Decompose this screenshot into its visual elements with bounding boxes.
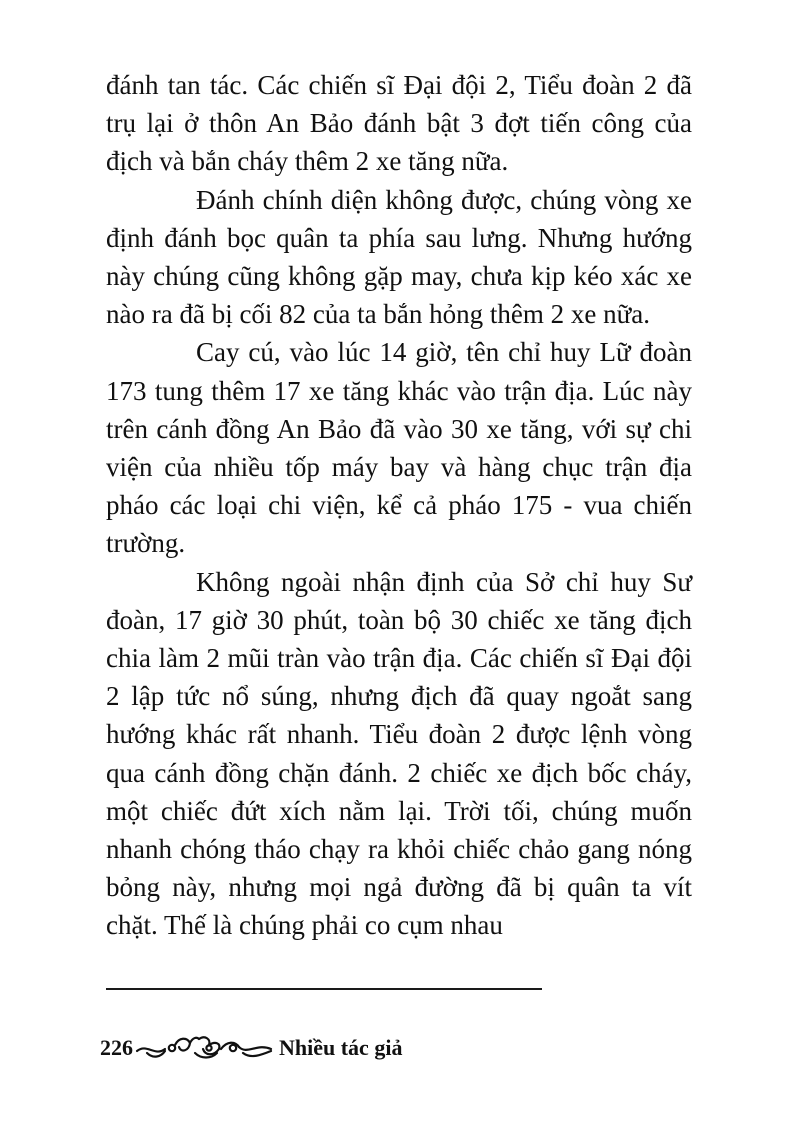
page-footer <box>100 1028 402 1068</box>
footer-author: Nhiều tác giả <box>279 1035 403 1060</box>
page-number: 226 <box>100 1035 133 1060</box>
scroll-ornament-icon <box>135 1033 277 1063</box>
page-body <box>106 66 692 945</box>
footer-rule <box>106 988 542 990</box>
paragraph-2: Đánh chính diện không được, chúng vòng xe định đánh bọc quân ta phía sau lưng. Nhưng hướng này chúng cũng không gặp may, chưa kịp kéo xác xe nào ra đã bị cối 82 của ta bắn hỏng thêm 2 xe nữa. <box>106 184 692 330</box>
paragraph-1: đánh tan tác. Các chiến sĩ Đại đội 2, Tiểu đoàn 2 đã trụ lại ở thôn An Bảo đánh bật 3 đợt tiến công của địch và bắn cháy thêm 2 xe tăng nữa. <box>106 70 692 177</box>
paragraph-4: Không ngoài nhận định của Sở chỉ huy Sư đoàn, 17 giờ 30 phút, toàn bộ 30 chiếc xe tăng địch chia làm 2 mũi tràn vào trận địa. Các chiến sĩ Đại đội 2 lập tức nổ súng, nhưng địch đã quay ngoắt sang hướng khác rất nhanh. Tiểu đoàn 2 được lệnh vòng qua cánh đồng chặn đánh. 2 chiếc xe địch bốc cháy, một chiếc đứt xích nằm lại. Trời tối, chúng muốn nhanh chóng tháo chạy ra khỏi chiếc chảo gang nóng bỏng này, nhưng mọi ngả đường đã bị quân ta vít chặt. Thế là chúng phải co cụm nhau <box>106 566 692 941</box>
paragraph-3: Cay cú, vào lúc 14 giờ, tên chỉ huy Lữ đoàn 173 tung thêm 17 xe tăng khác vào trận địa. Lúc này trên cánh đồng An Bảo đã vào 30 xe tăng, với sự chi viện của nhiều tốp máy bay và hàng chục trận địa pháo các loại chi viện, kể cả pháo 175 - vua chiến trường. <box>106 337 692 559</box>
